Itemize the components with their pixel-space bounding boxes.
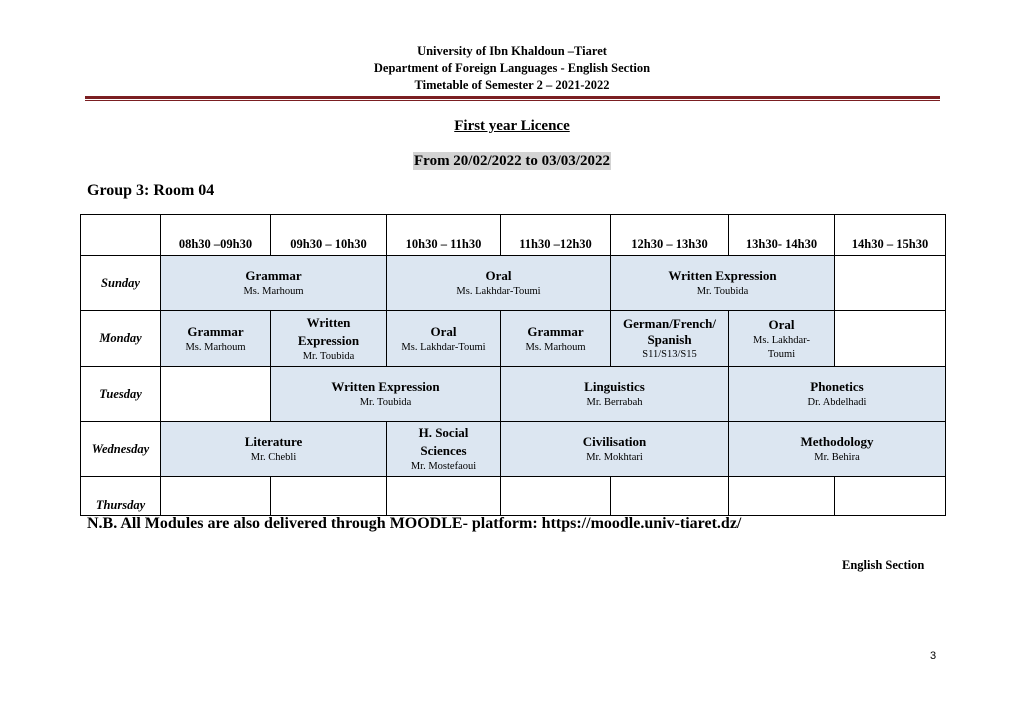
empty-cell bbox=[835, 311, 946, 367]
teacher-name: Mr. Mostefaoui bbox=[410, 461, 477, 472]
row-thursday bbox=[81, 477, 946, 516]
subject-name: Grammar bbox=[245, 268, 302, 283]
class-cell bbox=[501, 311, 611, 367]
subject-name: Grammar bbox=[527, 323, 584, 339]
class-cell bbox=[729, 422, 946, 477]
teacher-name: Mr. Mokhtari bbox=[586, 452, 643, 463]
day-label: Tuesday bbox=[81, 367, 161, 422]
group-room: Group 3: Room 04 bbox=[87, 182, 215, 199]
period-dates: From 20/02/2022 to 03/03/2022 bbox=[414, 153, 610, 169]
class-cell bbox=[271, 367, 501, 422]
subject-name: Oral bbox=[768, 316, 795, 332]
subject-name: Oral bbox=[485, 268, 512, 283]
subject-name: Civilisation bbox=[582, 434, 647, 449]
empty-cell bbox=[835, 256, 946, 311]
header-divider bbox=[85, 96, 940, 99]
day-label: Monday bbox=[81, 311, 161, 367]
empty-cell bbox=[387, 477, 501, 516]
subject-name-line2: Spanish bbox=[647, 331, 692, 347]
subject-name: Phonetics bbox=[810, 379, 864, 394]
teacher-name: Ms. Marhoum bbox=[525, 341, 586, 353]
day-label: Wednesday bbox=[81, 422, 161, 477]
time-slot: 13h30- 14h30 bbox=[729, 215, 835, 256]
class-cell bbox=[271, 311, 387, 367]
teacher-name: Ms. Lakhdar-Toumi bbox=[401, 341, 486, 353]
moodle-note: N.B. All Modules are also delivered through MOODLE- platform: https://moodle.univ-tiaret.dz/ bbox=[87, 515, 742, 532]
time-slot: 12h30 – 13h30 bbox=[611, 215, 729, 256]
class-cell bbox=[161, 422, 387, 477]
teacher-name-line2: Toumi bbox=[767, 348, 796, 360]
teacher-name: Mr. Berrabah bbox=[586, 397, 643, 408]
signature: English Section bbox=[842, 558, 925, 572]
row-tuesday bbox=[81, 367, 946, 422]
timetable bbox=[80, 214, 946, 516]
class-cell bbox=[611, 311, 729, 367]
time-slot: 14h30 – 15h30 bbox=[835, 215, 946, 256]
time-slot: 10h30 – 11h30 bbox=[387, 215, 501, 256]
subject-name: Literature bbox=[244, 434, 303, 449]
university-name: University of Ibn Khaldoun –Tiaret bbox=[417, 44, 607, 58]
class-cell bbox=[501, 367, 729, 422]
day-label: Sunday bbox=[81, 256, 161, 311]
group-codes: S11/S13/S15 bbox=[642, 348, 697, 360]
class-cell bbox=[387, 422, 501, 477]
empty-cell bbox=[835, 477, 946, 516]
subject-name-line2: Sciences bbox=[420, 443, 467, 458]
row-sunday bbox=[81, 256, 946, 311]
empty-cell bbox=[271, 477, 387, 516]
teacher-name: Dr. Abdelhadi bbox=[807, 397, 867, 408]
corner-cell bbox=[81, 215, 161, 256]
subject-name: Written Expression bbox=[668, 268, 777, 283]
teacher-name: Mr. Behira bbox=[814, 452, 860, 463]
teacher-name: Ms. Marhoum bbox=[243, 286, 304, 297]
empty-cell bbox=[611, 477, 729, 516]
subject-name: Written Expression bbox=[331, 379, 440, 394]
header-row bbox=[81, 215, 946, 256]
department-name: Department of Foreign Languages - English Section bbox=[373, 61, 651, 75]
period-block bbox=[0, 152, 1024, 170]
class-cell bbox=[387, 256, 611, 311]
teacher-name: Mr. Chebli bbox=[250, 452, 297, 463]
subject-name: Grammar bbox=[187, 323, 244, 339]
header-divider-thin bbox=[85, 100, 940, 101]
teacher-name: Ms. Marhoum bbox=[185, 341, 246, 353]
teacher-name: Mr. Toubida bbox=[302, 350, 355, 362]
time-slot: 09h30 – 10h30 bbox=[271, 215, 387, 256]
row-monday bbox=[81, 311, 946, 367]
empty-cell bbox=[501, 477, 611, 516]
subject-name: Oral bbox=[430, 323, 457, 339]
class-cell bbox=[387, 311, 501, 367]
subject-name-line2: Expression bbox=[297, 332, 360, 348]
row-wednesday bbox=[81, 422, 946, 477]
subject-name-line1: Written bbox=[306, 314, 351, 330]
empty-cell bbox=[161, 477, 271, 516]
subject-name: Linguistics bbox=[584, 379, 645, 394]
subject-name-line1: German/French/ bbox=[623, 315, 716, 331]
subject-name-line1: H. Social bbox=[418, 425, 469, 440]
teacher-name: Mr. Toubida bbox=[696, 286, 749, 297]
class-cell bbox=[161, 256, 387, 311]
timetable-title: Timetable of Semester 2 – 2021-2022 bbox=[414, 78, 610, 92]
level-title: First year Licence bbox=[454, 118, 570, 134]
teacher-name: Mr. Toubida bbox=[359, 397, 412, 408]
time-slot: 11h30 –12h30 bbox=[501, 215, 611, 256]
time-slot: 08h30 –09h30 bbox=[161, 215, 271, 256]
subject-name: Methodology bbox=[800, 434, 874, 449]
class-cell bbox=[729, 367, 946, 422]
class-cell bbox=[161, 311, 271, 367]
teacher-name: Ms. Lakhdar-Toumi bbox=[456, 286, 541, 297]
empty-cell bbox=[161, 367, 271, 422]
teacher-name-line1: Ms. Lakhdar- bbox=[753, 334, 810, 346]
empty-cell bbox=[729, 477, 835, 516]
page-number: 3 bbox=[930, 650, 937, 662]
class-cell bbox=[611, 256, 835, 311]
class-cell bbox=[501, 422, 729, 477]
class-cell bbox=[729, 311, 835, 367]
day-label: Thursday bbox=[81, 477, 161, 516]
